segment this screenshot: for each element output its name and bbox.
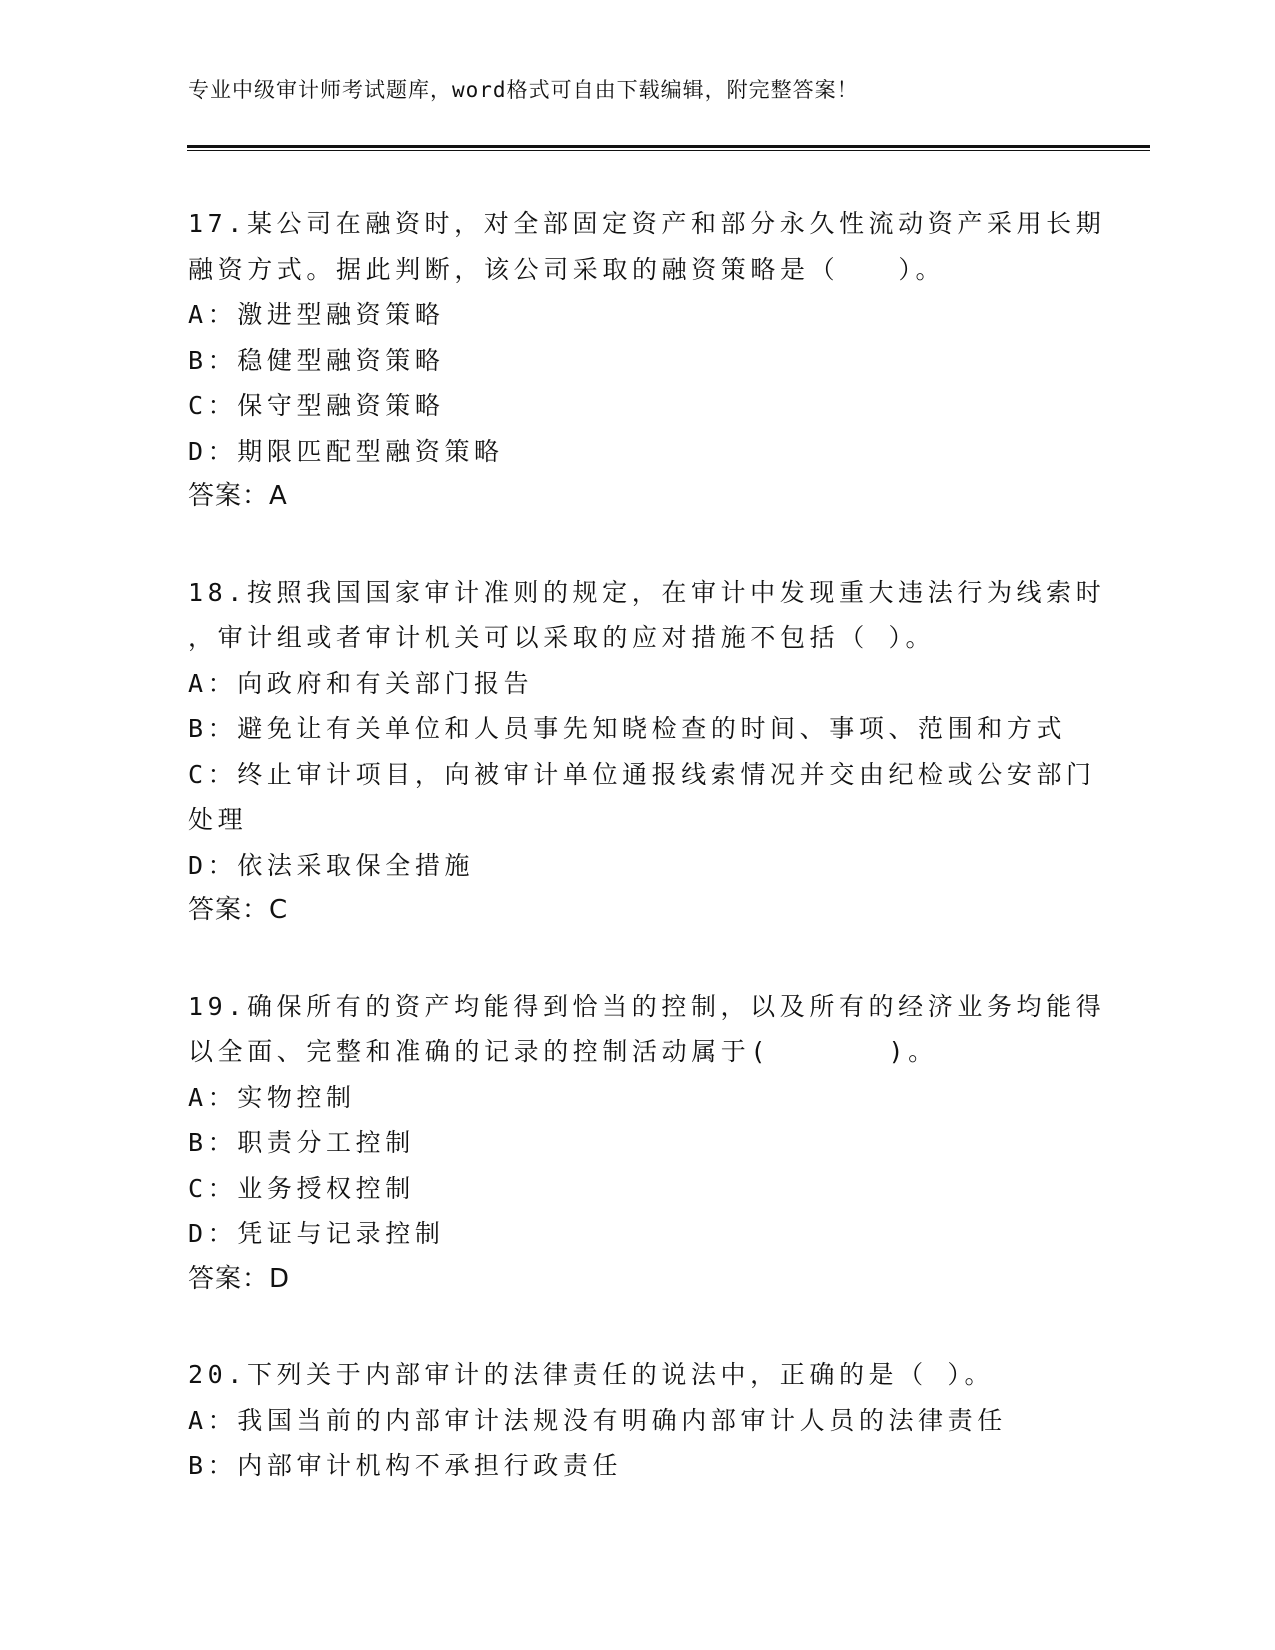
question-text: ，审计组或者审计机关可以采取的应对措施不包括（ ）。: [188, 623, 936, 652]
option-b: B：避免让有关单位和人员事先知晓检查的时间、事项、范围和方式: [188, 714, 1067, 743]
option-d: D：依法采取保全措施: [188, 850, 475, 880]
question-text: 融资方式。据此判断，该公司采取的融资策略是（ ）。: [188, 254, 946, 284]
question-text: 17.某公司在融资时，对全部固定资产和部分永久性流动资产采用长期: [188, 209, 1106, 238]
option-a: A：激进型融资策略: [188, 300, 445, 329]
page-header: 专业中级审计师考试题库，word格式可自由下载编辑，附完整答案！: [188, 78, 859, 102]
question-text: 20.下列关于内部审计的法律责任的说法中，正确的是（ ）。: [188, 1360, 995, 1389]
option-a: A：实物控制: [188, 1082, 356, 1112]
question-text: 18.按照我国国家审计准则的规定，在审计中发现重大违法行为线索时: [188, 577, 1106, 607]
option-d: D：期限匹配型融资策略: [188, 436, 504, 466]
option-a: A：我国当前的内部审计法规没有明确内部审计人员的法律责任: [188, 1405, 1007, 1435]
answer: 答案：C: [188, 895, 289, 925]
option-a: A：向政府和有关部门报告: [188, 668, 534, 698]
header-rule-thin: [187, 150, 1150, 151]
answer: 答案：A: [188, 481, 288, 511]
option-c-continued: 处理: [188, 805, 248, 834]
question-text: 19.确保所有的资产均能得到恰当的控制，以及所有的经济业务均能得: [188, 991, 1106, 1021]
option-b: B：内部审计机构不承担行政责任: [188, 1451, 623, 1480]
option-d: D：凭证与记录控制: [188, 1219, 445, 1248]
question-20: [188, 1352, 1088, 1489]
option-b: B：稳健型融资策略: [188, 345, 445, 375]
question-17: [188, 201, 1106, 520]
answer: 答案：D: [188, 1263, 291, 1294]
option-b: B：职责分工控制: [188, 1128, 415, 1157]
question-18: [188, 570, 1106, 934]
option-c: C：保守型融资策略: [188, 391, 445, 420]
header-rule: [187, 145, 1150, 148]
option-c: C：终止审计项目，向被审计单位通报线索情况并交由纪检或公安部门: [188, 759, 1096, 789]
question-text: 以全面、完整和准确的记录的控制活动属于( )。: [188, 1037, 938, 1066]
question-19: [188, 984, 1106, 1303]
question-list: [188, 201, 1106, 1539]
option-c: C：业务授权控制: [188, 1173, 415, 1203]
